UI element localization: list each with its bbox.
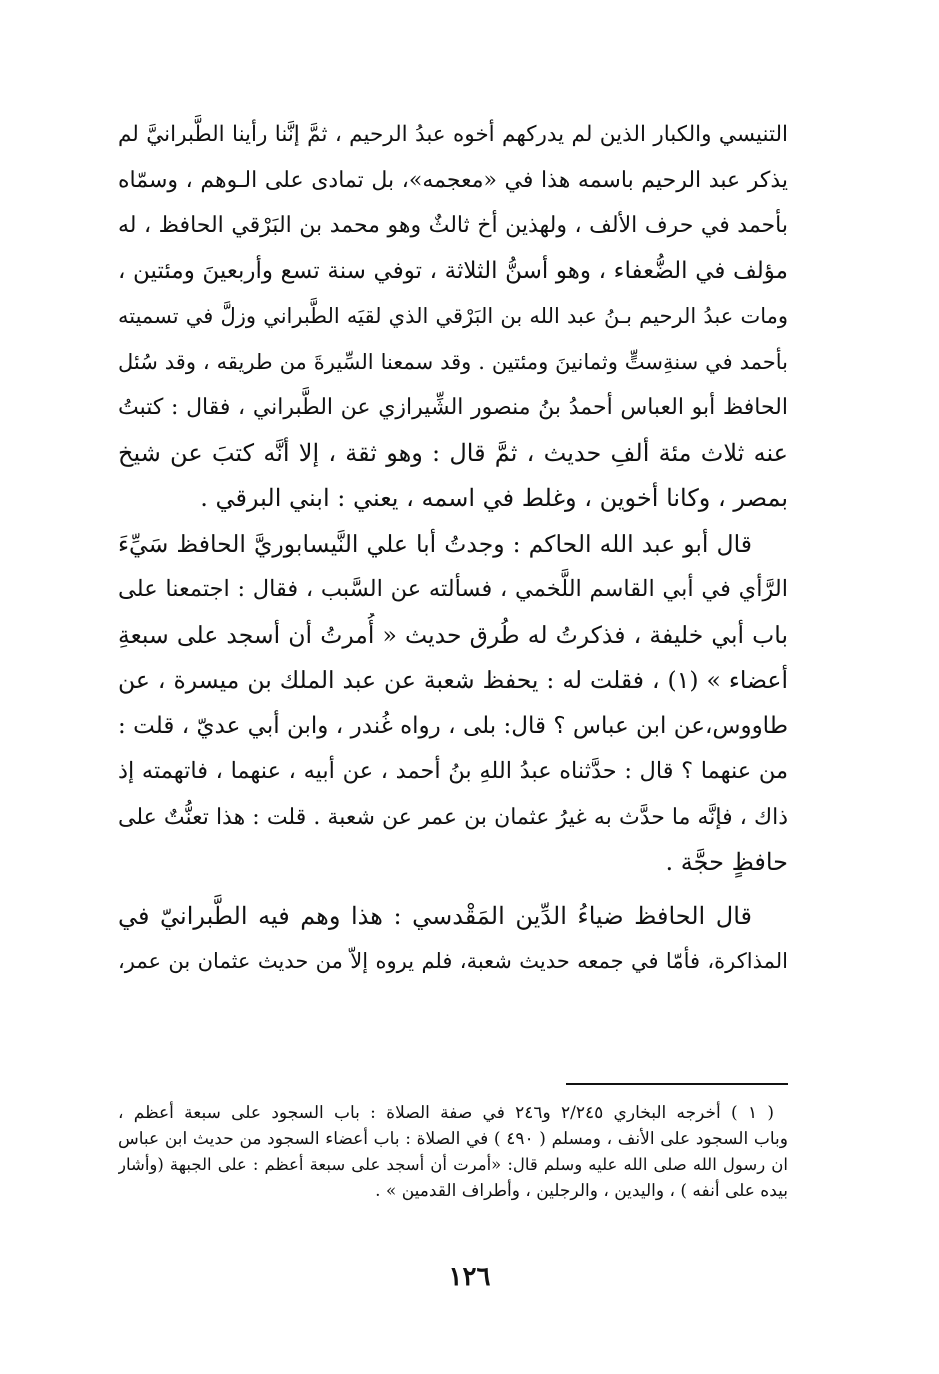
text-line: عنه ثلاث مئة ألفِ حديث ، ثمَّ قال : وهو ثقة ، إلا أنَّه كتبَ عن شيخ: [118, 438, 788, 467]
text-line: مؤلف في الضُّعفاء ، وهو أسنُّ الثلاثة ، توفي سنة تسع وأربعينَ ومئتين ،: [118, 257, 788, 284]
text-line: حافظٍ حجَّة .: [665, 848, 788, 876]
footnote-line: ( ١ ) أخرجه البخاري ٢/٢٤٥ و٢٤٦ في صفة الصلاة : باب السجود على سبعة أعظم ،: [118, 1103, 774, 1123]
text-line: طاووس،عن ابن عباس ؟ قال: بلى ، رواه غُندر ، وابن أبي عديّ ، قلت :: [118, 712, 788, 739]
text-line: بأحمد في حرف الألف ، ولهذين أخ ثالثٌ وهو محمد بن البَرْقي الحافظ ، له: [118, 213, 788, 238]
footnote-block: [118, 1100, 788, 1204]
text-line: ذاك ، فإنَّه ما حدَّث به غيرُ عثمان بن عمر عن شعبة . قلت : هذا تعنُّتٌ على: [118, 804, 788, 830]
page-number: ١٢٦: [448, 1262, 491, 1292]
text-line: الرَّأي في أبي القاسم اللَّخمي ، فسألته عن السَّبب ، فقال : اجتمعنا على: [118, 576, 788, 602]
text-line: بأحمد في سنةِستٍّ وثمانينَ ومئتين . وقد سمعنا السِّيرةَ من طريقه ، وقد سُئل: [118, 349, 788, 374]
text-line: ومات عبدُ الرحيم بـنُ عبد الله بن البَرْقي الذي لقيَه الطَّبراني وزلَّ في تسميته: [118, 304, 788, 328]
text-line: باب أبي خليفة ، فذكرتُ له طُرق حديث « أُمرتُ أن أسجد على سبعةِ: [118, 620, 788, 649]
text-line: بمصر ، وكانا أخوين ، وغلط في اسمه ، يعني : ابني البرقي .: [200, 484, 788, 512]
footnote-line: بيده على أنفه ) ، واليدين ، والرجلين ، وأطراف القدمين » .: [375, 1181, 788, 1201]
text-line: الحافظ أبو العباس أحمدُ بنُ منصور الشِّيرازي عن الطَّبراني ، فقال : كتبتُ: [118, 395, 788, 420]
footnote-separator: [566, 1083, 788, 1085]
text-line: قال أبو عبد الله الحاكم : وجدتُ أبا علي النَّيسابوريَّ الحافظ سَيِّءَ: [118, 529, 752, 558]
footnote-line: وباب السجود على الأنف ، ومسلم ( ٤٩٠ ) في الصلاة : باب أعضاء السجود من حديث ابن عباس: [118, 1129, 788, 1149]
paragraph-gap: [118, 886, 788, 894]
main-text: [118, 112, 788, 985]
footnote-line: ان رسول الله صلى الله عليه وسلم قال: «أمرت أن أسجد على سبعة أعظم : على الجبهة (وأشار: [118, 1155, 788, 1174]
text-line: من عنهما ؟ قال : حدَّثناه عبدُ اللهِ بنُ أحمد ، عن أبيه ، عنهما ، فاتهمته إذ: [118, 758, 788, 784]
text-line: قال الحافظ ضياءُ الدِّين المَقْدسي : هذا وهم فيه الطَّبرانيّ في: [118, 901, 752, 930]
text-line: يذكر عبد الرحيم باسمه هذا في «معجمه»، بل تمادى على الـوهم ، وسمّاه: [118, 167, 788, 193]
text-line: التنيسي والكبار الذين لم يدركهم أخوه عبدُ الرحيم ، ثمَّ إنَّنا رأينا الطَّبرانيَّ لم: [118, 122, 788, 147]
text-line: أعضاء » (١) ، فقلت له : يحفظ شعبة عن عبد الملك بن ميسرة ، عن: [118, 666, 788, 694]
text-line: المذاكرة، فأمّا في جمعه حديث شعبة، فلم يروه إلاّ من حديث عثمان بن عمر،: [118, 949, 788, 973]
